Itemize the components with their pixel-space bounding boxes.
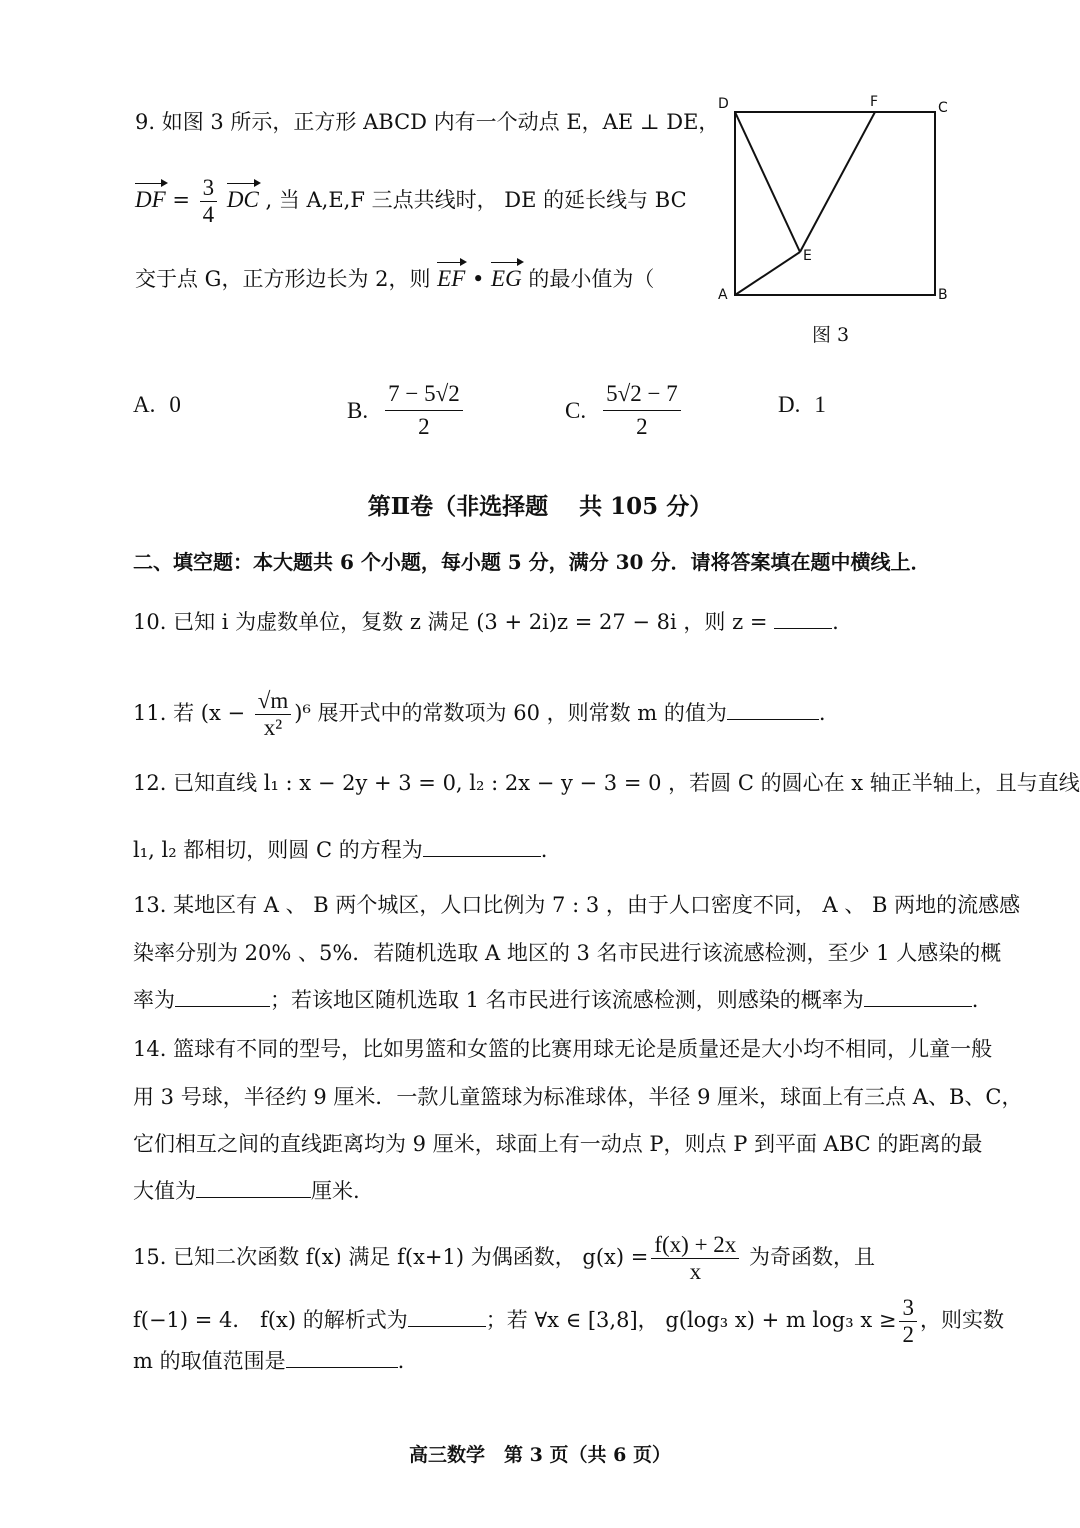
q14-text-a: 大值为 [133,1179,196,1203]
period: . [397,1349,405,1373]
q15-text-b: 为奇函数，且 [742,1245,875,1269]
page-footer: 高三数学 第 3 页（共 6 页） [409,1444,671,1466]
option-label: B. [347,397,369,423]
option-fraction [385,378,463,443]
option-d [778,392,826,418]
frac-den: 2 [636,414,648,439]
answer-blank-2[interactable] [286,1347,398,1368]
segment-de [735,112,800,252]
q10 [133,607,839,637]
q11 [133,688,826,741]
option-label: A. [133,392,156,417]
fraction-3-2 [899,1295,917,1348]
q13-line2: 染率分别为 20% 、5%．若随机选取 A 地区的 3 名市民进行该流感检测，至少 1 人感染的概 [133,941,1002,965]
q12-text: l₁, l₂ 都相切，则圆 C 的方程为 [133,838,423,862]
period: . [540,838,548,862]
q14-text-b: 厘米. [311,1179,360,1203]
vector-eg: EG [491,260,522,294]
q12-line2 [133,835,547,865]
q15-line1 [133,1232,875,1285]
option-label: D. [778,392,801,417]
q14-line3: 它们相互之间的直线距离均为 9 厘米，球面上有一动点 P，则点 P 到平面 ABC 的距离的最 [133,1132,983,1156]
q14-line4 [133,1176,360,1206]
figure-3-square [725,100,955,310]
frac-num: 5√2 − 7 [603,378,681,411]
frac-den: x² [263,715,283,740]
answer-blank[interactable] [196,1177,311,1198]
frac-num: f(x) + 2x [651,1232,739,1259]
vector-dc: DC [227,181,259,215]
q15-text-a: 15. 已知二次函数 f(x) 满足 f(x+1) 为偶函数， g(x) = [133,1245,649,1269]
option-fraction [603,378,681,443]
frac-den: 2 [418,414,430,439]
answer-blank[interactable] [727,699,819,720]
label-d: D [718,96,729,112]
option-c [565,378,684,443]
q15-text-c: f(−1) = 4． f(x) 的解析式为 [133,1308,408,1332]
q15-line2 [133,1295,1004,1348]
q9-line3-text-a: 交于点 G，正方形边长为 2，则 [135,267,438,291]
frac-num: 3 [200,175,218,202]
q9-line1: 9. 如图 3 所示，正方形 ABCD 内有一个动点 E，AE ⊥ DE， [135,110,720,134]
q9-line2 [135,175,687,228]
q14-line1: 14. 篮球有不同的型号，比如男篮和女篮的比赛用球无论是质量还是大小均不相同，儿童一般 [133,1037,993,1061]
q15-text-f: m 的取值范围是 [133,1349,286,1373]
answer-blank-1[interactable] [408,1306,486,1327]
answer-blank-2[interactable] [864,986,972,1007]
label-e: E [803,248,812,264]
vector-df: DF [135,181,166,215]
label-b: B [938,287,948,303]
q13-line3 [133,985,978,1015]
segment-ef [800,112,875,252]
frac-den: 4 [202,202,215,227]
answer-blank-1[interactable] [175,986,270,1007]
q12-line1: 12. 已知直线 l₁ : x − 2y + 3 = 0, l₂ : 2x − y − 3 = 0 ，若圆 C 的圆心在 x 轴正半轴上，且与直线 [133,771,1080,795]
q15-line3 [133,1346,404,1376]
period: . [832,610,839,634]
option-a [133,392,181,418]
option-b [347,378,466,443]
figure-caption: 图 3 [812,324,850,346]
square-abcd [735,112,935,295]
fraction-3-4 [200,175,218,228]
q15-text-e: ，则实数 [919,1308,1004,1332]
label-f: F [870,94,879,110]
q13-line1: 13. 某地区有 A 、 B 两个城区，人口比例为 7 : 3 ，由于人口密度不同， A 、 B 两地的流感感 [133,893,1021,917]
equals: = [172,188,190,212]
section-instruction: 二、填空题：本大题共 6 个小题，每小题 5 分，满分 30 分．请将答案填在题中横线上． [133,550,931,574]
frac-num: √m [255,688,292,715]
q14-line2: 用 3 号球，半径约 9 厘米．一款儿童篮球为标准球体，半径 9 厘米，球面上有三点 A、B、C， [133,1085,1023,1109]
label-a: A [718,287,728,303]
option-value: 0 [169,392,181,417]
q9-line3 [135,260,654,294]
fraction-g [651,1232,739,1285]
option-value: 1 [814,392,826,417]
q10-text: 10. 已知 i 为虚数单位，复数 z 满足 (3 + 2i)z = 27 − 8i ，则 z = [133,610,775,634]
period: . [971,988,979,1012]
vector-ef: EF [437,260,465,294]
q11-text-a: 11. 若 (x − [133,701,252,725]
segment-ae [735,252,800,295]
q13-text-b: ；若该地区随机选取 1 名市民进行该流感检测，则感染的概率为 [270,988,864,1012]
answer-blank[interactable] [423,836,541,857]
frac-num: 3 [899,1295,917,1322]
q15-text-d: ；若 ∀x ∈ [3,8]， g(log₃ x) + m log₃ x ≥ [485,1308,897,1332]
q9-line2-text: , 当 A,E,F 三点共线时， DE 的延长线与 BC [265,188,687,212]
q11-text-b: )⁶ 展开式中的常数项为 60 ，则常数 m 的值为 [294,701,727,725]
frac-den: x [689,1259,702,1284]
dot-operator: • [465,267,492,291]
q9-line3-text-b: 的最小值为（ [521,267,655,291]
section-title: 第Ⅱ卷（非选择题 共 105 分） [367,493,713,520]
answer-blank[interactable] [774,608,832,629]
option-label: C. [565,397,587,423]
q13-text-a: 率为 [133,988,175,1012]
frac-num: 7 − 5√2 [385,378,463,411]
label-c: C [938,100,948,116]
frac-den: 2 [902,1322,914,1347]
fraction-sqrt-m-over-x2 [255,688,292,741]
period: . [818,701,826,725]
